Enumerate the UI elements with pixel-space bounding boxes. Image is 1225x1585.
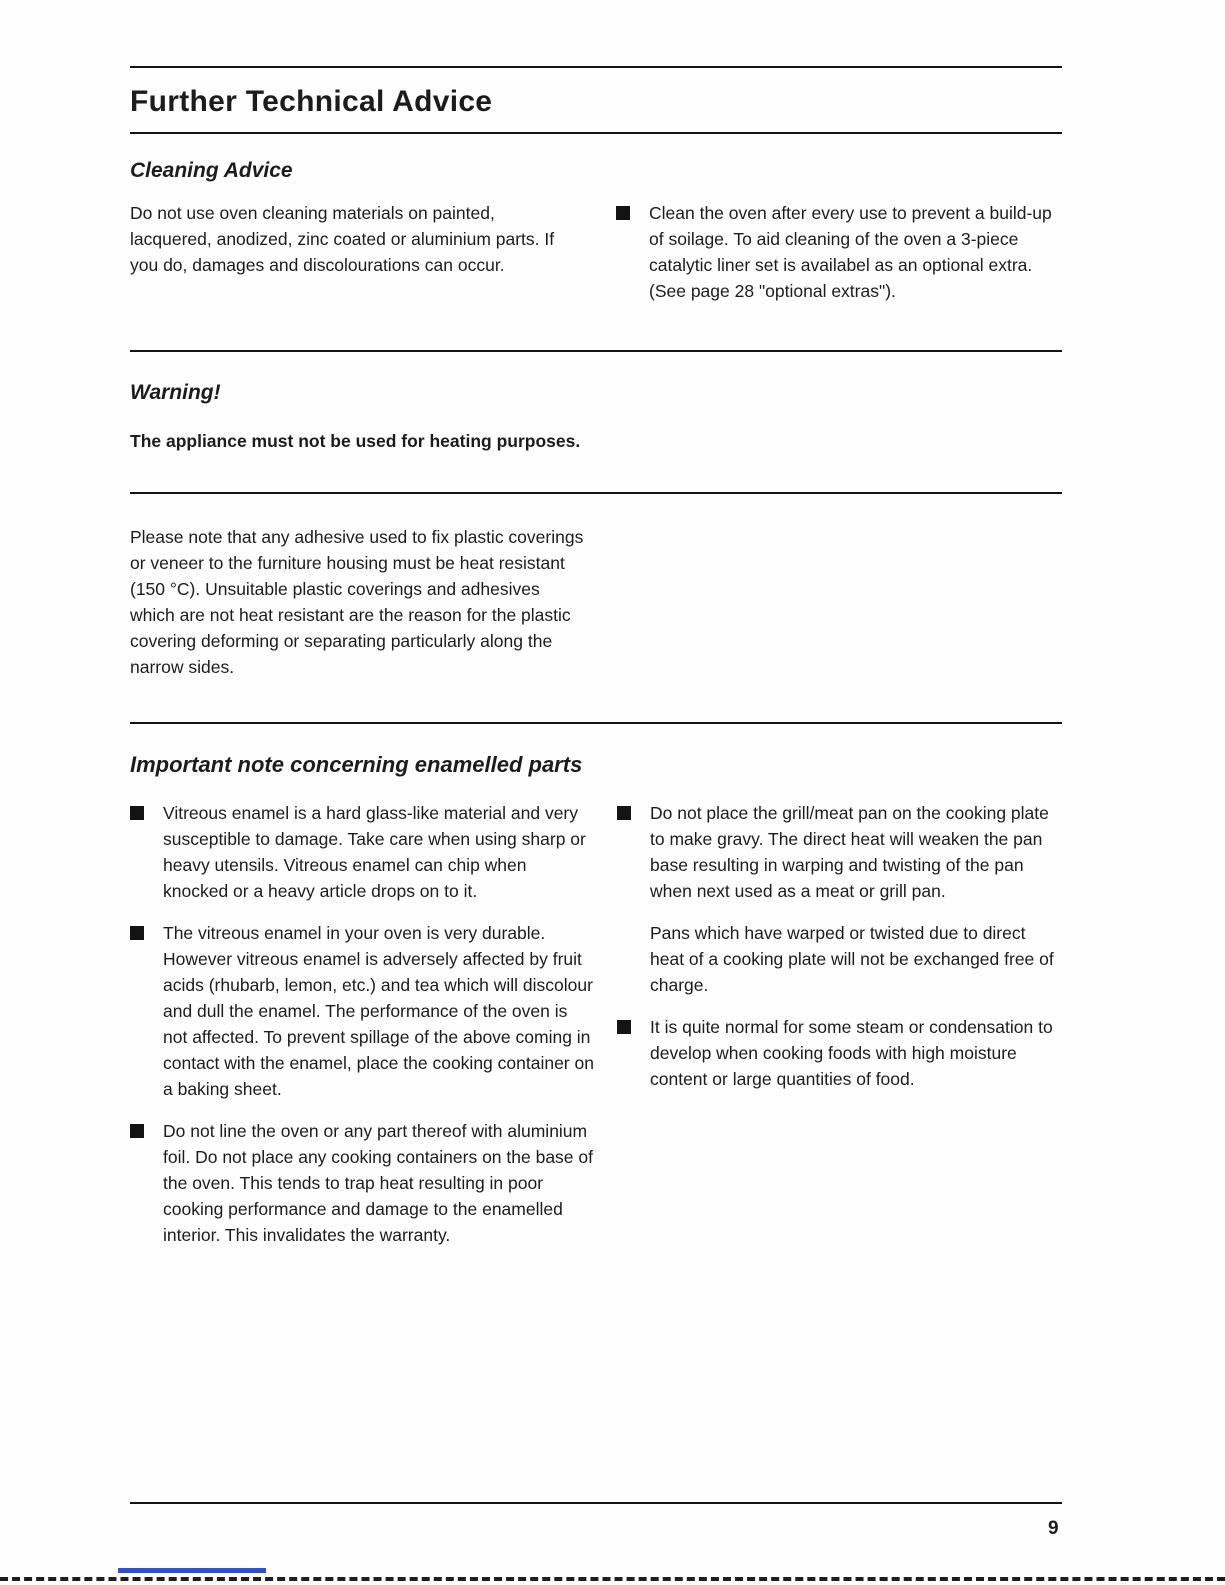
enamel-right-bullet-1: Do not place the grill/meat pan on the cooking plate to make gravy. The direct heat will weaken the pan base resulting in warping and twisting of the pan when next used as a meat or grill pan. xyxy=(650,803,1049,901)
page-title: Further Technical Advice xyxy=(130,85,493,118)
bullet-item xyxy=(617,1014,1062,1092)
enamel-left-bullet-3: Do not line the oven or any part thereof with aluminium foil. Do not place any cooking containers on the base of the oven. This tends to trap heat resulting in poor cooking performance and damage to the enamelled interior. This invalidates the warranty. xyxy=(163,1121,593,1245)
square-bullet-icon xyxy=(616,206,630,220)
section-heading-cleaning-advice: Cleaning Advice xyxy=(130,159,293,182)
bullet-item xyxy=(130,800,595,904)
page-number: 9 xyxy=(1048,1518,1059,1539)
bullet-item xyxy=(617,800,1062,904)
enamel-left-column xyxy=(130,800,595,1248)
scan-artifact-dashed-line xyxy=(0,1577,1225,1581)
cleaning-bullet-text: Clean the oven after every use to prevent a build-up of soilage. To aid cleaning of the oven a 3-piece catalytic liner set is availabel as an optional extra. (See page 28 "optional extras"). xyxy=(649,203,1052,301)
enamel-columns xyxy=(130,800,1062,1248)
section-heading-enamelled-parts: Important note concerning enamelled parts xyxy=(130,752,583,777)
cleaning-columns xyxy=(130,200,1062,304)
divider-after-adhesive xyxy=(130,722,1062,724)
section-heading-warning: Warning! xyxy=(130,381,221,404)
bullet-item xyxy=(130,920,595,1102)
square-bullet-icon xyxy=(130,806,144,820)
divider-under-title xyxy=(130,132,1062,134)
enamel-left-bullet-2: The vitreous enamel in your oven is very durable. However vitreous enamel is adversely affected by fruit acids (rhubarb, lemon, etc.) and tea which will discolour and dull the enamel. The performance of the oven is not affected. To prevent spillage of the above coming in contact with the enamel, place the cooking container on a baking sheet. xyxy=(163,923,594,1099)
divider-after-cleaning xyxy=(130,350,1062,352)
cleaning-right-column xyxy=(616,200,1062,304)
square-bullet-icon xyxy=(617,1020,631,1034)
square-bullet-icon xyxy=(130,1124,144,1138)
bullet-item xyxy=(616,200,1062,304)
enamel-right-column xyxy=(617,800,1062,1092)
bullet-item-continuation xyxy=(617,920,1062,998)
enamel-right-bullet-2: It is quite normal for some steam or condensation to develop when cooking foods with high moisture content or large quantities of food. xyxy=(650,1017,1053,1089)
enamel-right-paragraph: Pans which have warped or twisted due to direct heat of a cooking plate will not be exchanged free of charge. xyxy=(650,923,1054,995)
divider-after-warning xyxy=(130,492,1062,494)
divider-bottom xyxy=(130,1502,1062,1504)
scan-artifact-blue-line xyxy=(118,1568,266,1573)
enamel-left-bullet-1: Vitreous enamel is a hard glass-like material and very susceptible to damage. Take care when using sharp or heavy utensils. Vitreous enamel can chip when knocked or a heavy article drops on to it. xyxy=(163,803,586,901)
divider-top xyxy=(130,66,1062,68)
square-bullet-icon xyxy=(617,806,631,820)
cleaning-left-column xyxy=(130,200,578,278)
bullet-item xyxy=(130,1118,595,1248)
cleaning-intro-paragraph: Do not use oven cleaning materials on painted, lacquered, anodized, zinc coated or aluminium parts. If you do, damages and discolourations can occur. xyxy=(130,203,555,275)
warning-paragraph: The appliance must not be used for heating purposes. xyxy=(130,431,581,451)
page-content xyxy=(130,0,1062,1248)
square-bullet-icon xyxy=(130,926,144,940)
adhesive-note-paragraph: Please note that any adhesive used to fix plastic coverings or veneer to the furniture housing must be heat resistant (150 °C). Unsuitable plastic coverings and adhesives which are not heat resistant are the reason for the plastic covering deforming or separating particularly along the narrow sides. xyxy=(130,527,584,677)
